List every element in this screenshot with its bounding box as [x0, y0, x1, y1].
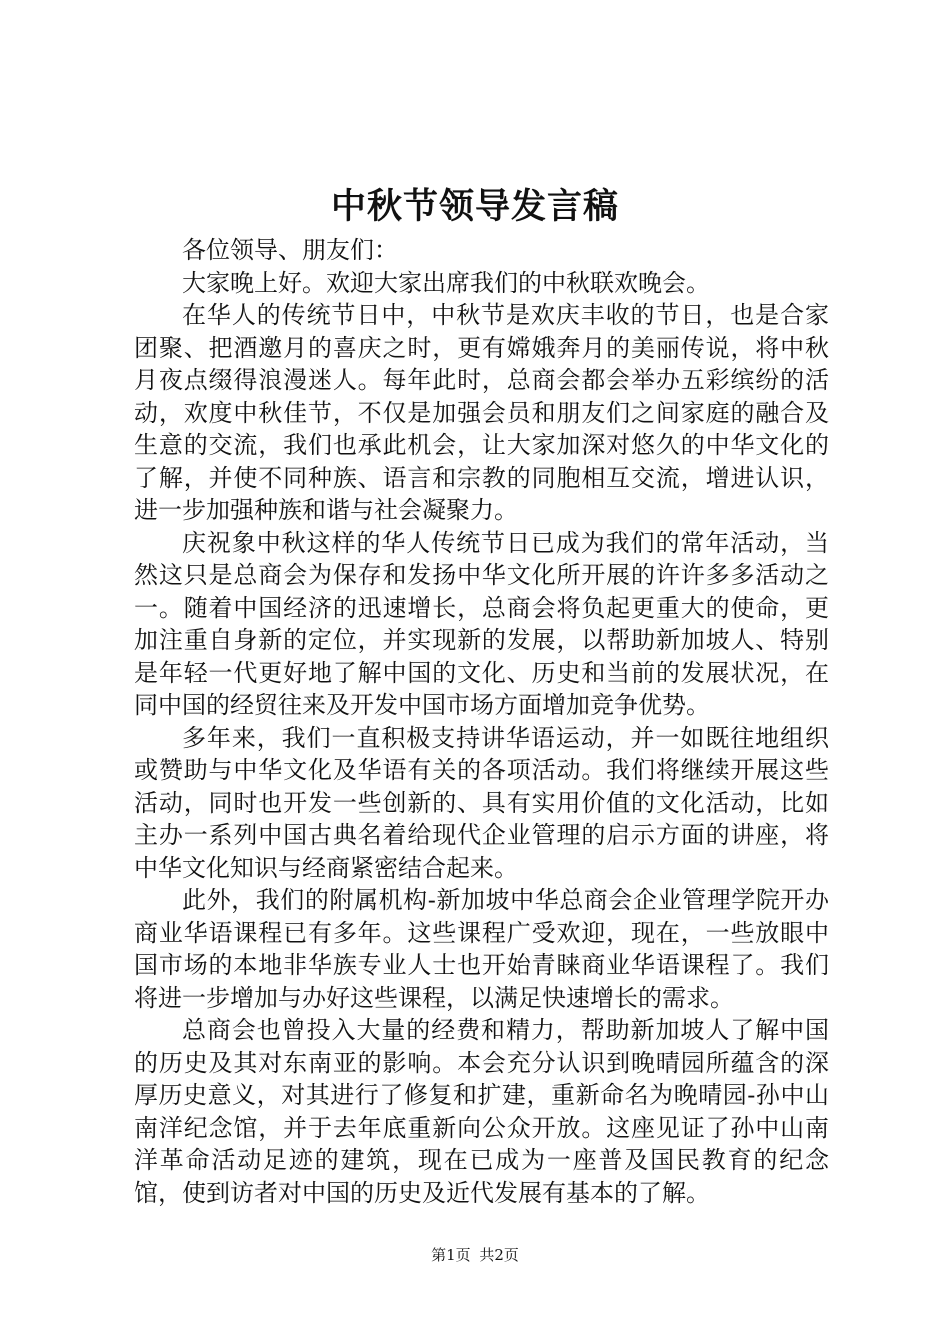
paragraph-institute: 此外，我们的附属机构-新加坡中华总商会企业管理学院开办商业华语课程已有多年。这些课程广受欢迎，现在，一些放眼中国市场的本地非华族专业人士也开始青睐商业华语课程了。我们将进一步增加与办好这些课程，以满足快速增长的需求。 — [134, 886, 829, 1012]
paragraph-festival: 在华人的传统节日中，中秋节是欢庆丰收的节日，也是合家团聚、把酒邀月的喜庆之时，更有嫦娥奔月的美丽传说，将中秋月夜点缀得浪漫迷人。每年此时，总商会都会举办五彩缤纷的活动，欢度中秋佳节，不仅是加强会员和朋友们之间家庭的融合及生意的交流，我们也承此机会，让大家加深对悠久的中华文化的了解，并使不同种族、语言和宗教的同胞相互交流，增进认识，进一步加强种族和谐与社会凝聚力。 — [134, 301, 829, 524]
page-number-current: 第1页 — [431, 1246, 471, 1264]
paragraph-history: 总商会也曾投入大量的经费和精力，帮助新加坡人了解中国的历史及其对东南亚的影响。本会充分认识到晚晴园所蕴含的深厚历史意义，对其进行了修复和扩建，重新命名为晚晴园-孙中山南洋纪念馆，并于去年底重新向公众开放。这座见证了孙中山南洋革命活动足迹的建筑，现在已成为一座普及国民教育的纪念馆，使到访者对中国的历史及近代发展有基本的了解。 — [134, 1016, 829, 1207]
paragraph-tradition: 庆祝象中秋这样的华人传统节日已成为我们的常年活动，当然这只是总商会为保存和发扬中华文化所开展的许许多多活动之一。随着中国经济的迅速增长，总商会将负起更重大的使命，更加注重自身新的定位，并实现新的发展，以帮助新加坡人、特别是年轻一代更好地了解中国的文化、历史和当前的发展状况，在同中国的经贸往来及开发中国市场方面增加竞争优势。 — [134, 528, 829, 719]
document-body — [134, 234, 829, 1209]
page-number-total: 共2页 — [479, 1246, 519, 1264]
paragraph-welcome: 大家晚上好。欢迎大家出席我们的中秋联欢晚会。 — [182, 268, 710, 297]
document-title: 中秋节领导发言稿 — [330, 187, 619, 227]
paragraph-mandarin: 多年来，我们一直积极支持讲华语运动，并一如既往地组织或赞助与中华文化及华语有关的各项活动。我们将继续开展这些活动，同时也开发一些创新的、具有实用价值的文化活动，比如主办一系列中国古典名着给现代企业管理的启示方面的讲座，将中华文化知识与经商紧密结合起来。 — [134, 723, 829, 882]
paragraph-greeting: 各位领导、朋友们： — [182, 236, 398, 264]
page-footer — [0, 1245, 950, 1265]
